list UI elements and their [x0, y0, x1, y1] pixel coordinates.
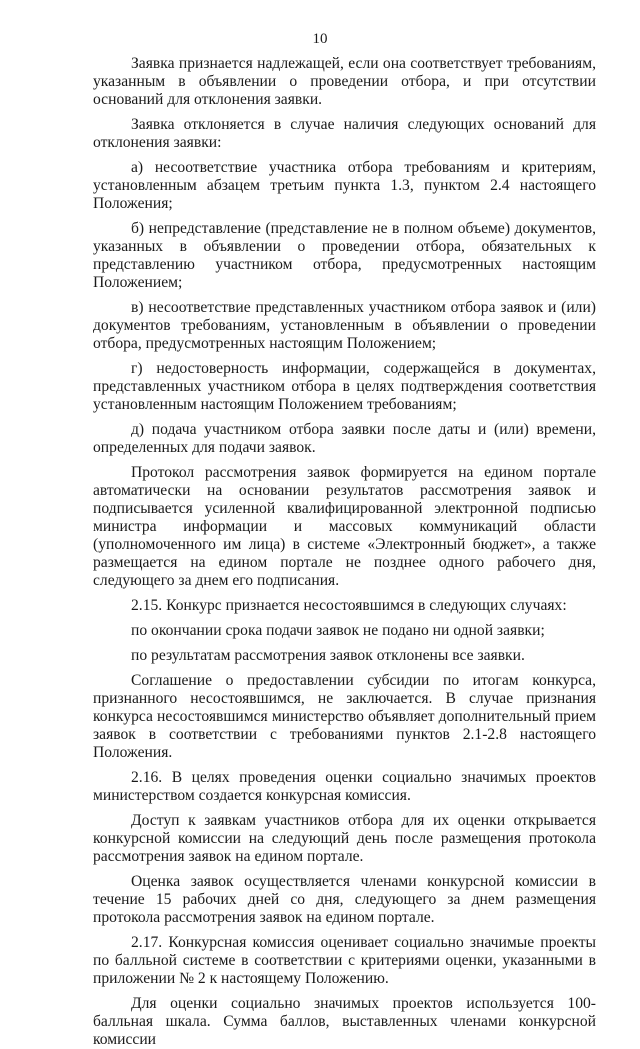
paragraph: Заявка отклоняется в случае наличия следующих оснований для отклонения заявки: [93, 116, 596, 151]
paragraph: Доступ к заявкам участников отбора для их оценки открывается конкурсной комиссии на следующий день после размещения протокола рассмотрения заявок на едином портале. [93, 812, 596, 865]
paragraph: Соглашение о предоставлении субсидии по итогам конкурса, признанного несостоявшимся, не заключается. В случае признания конкурса несостоявшимся министерство объявляет дополнительный прием заявок в соответствии с требованиями пунктов 2.1-2.8 настоящего Положения. [93, 672, 596, 761]
section-paragraph: 2.17. Конкурсная комиссия оценивает социально значимые проекты по балльной системе в соответствии с критериями оценки, указанными в приложении № 2 к настоящему Положению. [93, 934, 596, 987]
list-item: по окончании срока подачи заявок не подано ни одной заявки; [131, 622, 545, 639]
list-item: в) несоответствие представленных участником отбора заявок и (или) документов требованиям, установленным в объявлении о проведении отбора, предусмотренных настоящим Положением; [93, 299, 596, 352]
section-paragraph: 2.16. В целях проведения оценки социально значимых проектов министерством создается конкурсная комиссия. [93, 769, 596, 804]
list-item: б) непредставление (представление не в полном объеме) документов, указанных в объявлении о проведении отбора, обязательных к представлению участником отбора, предусмотренных настоящим Положением; [93, 220, 596, 291]
paragraph: Для оценки социально значимых проектов используется 100-балльная шкала. Сумма баллов, выставленных членами конкурсной комиссии [93, 995, 596, 1048]
list-item: г) недостоверность информации, содержащейся в документах, представленных участником отбора в целях подтверждения соответствия установленным настоящим Положением требованиям; [93, 360, 596, 413]
list-item: д) подача участником отбора заявки после даты и (или) времени, определенных для подачи заявок. [93, 421, 596, 456]
section-paragraph: 2.15. Конкурс признается несостоявшимся в следующих случаях: [131, 597, 567, 614]
page-number: 10 [312, 31, 328, 47]
list-item: а) несоответствие участника отбора требованиям и критериям, установленным абзацем третьим пункта 1.3, пунктом 2.4 настоящего Положения; [93, 159, 596, 212]
document-body [93, 55, 596, 1049]
paragraph: Оценка заявок осуществляется членами конкурсной комиссии в течение 15 рабочих дней со дня, следующего за днем размещения протокола рассмотрения заявок на едином портале. [93, 873, 596, 926]
paragraph: Протокол рассмотрения заявок формируется на едином портале автоматически на основании результатов рассмотрения заявок и подписывается усиленной квалифицированной электронной подписью министра информации и массовых коммуникаций области (уполномоченного им лица) в системе «Электронный бюджет», а также размещается на едином портале не позднее одного рабочего дня, следующего за днем его подписания. [93, 464, 596, 589]
list-item: по результатам рассмотрения заявок отклонены все заявки. [131, 647, 525, 664]
paragraph: Заявка признается надлежащей, если она соответствует требованиям, указанным в объявлении о проведении отбора, и при отсутствии оснований для отклонения заявки. [93, 55, 596, 108]
